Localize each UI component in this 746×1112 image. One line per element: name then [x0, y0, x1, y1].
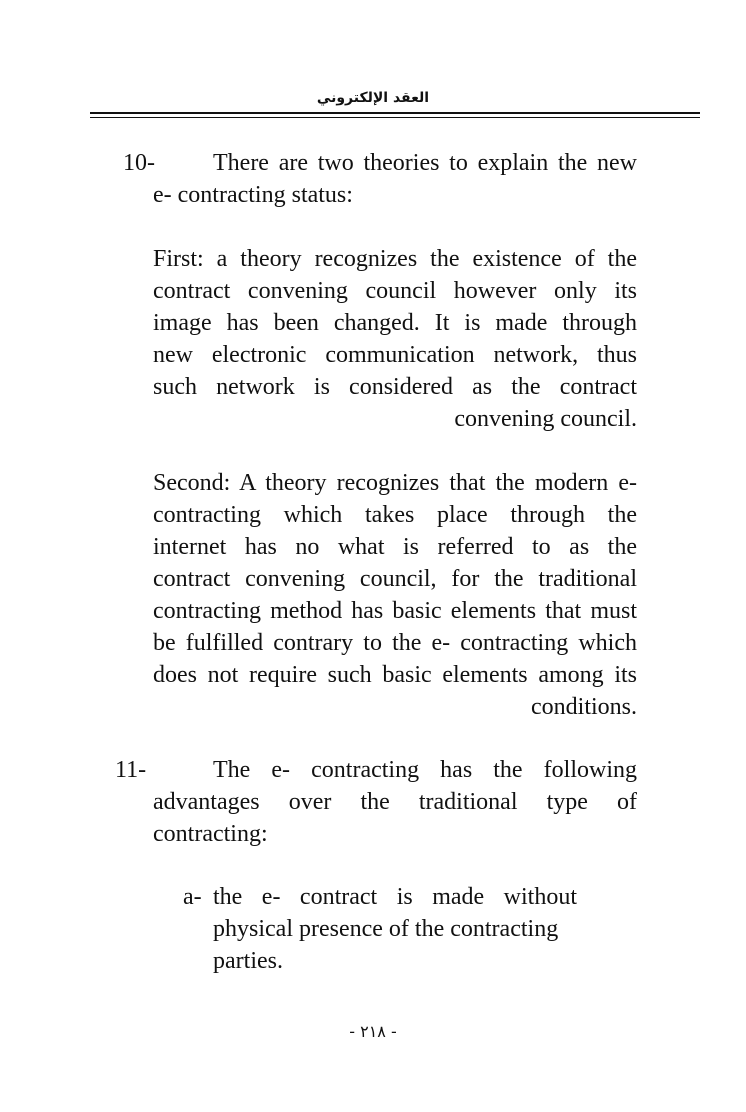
second-theory-line: Second: A theory recognizes that the modern e- [153, 470, 637, 496]
advantage-a-line: physical presence of the contracting [213, 916, 559, 942]
second-theory-line: contracting which takes place through the [153, 502, 637, 528]
item-10-first-line: There are two theories to explain the new [213, 150, 637, 176]
second-theory-line: internet has no what is referred to as the [153, 534, 637, 560]
item-11-first-line: The e- contracting has the following [213, 757, 637, 783]
advantage-a-line: the e- contract is made without [213, 884, 577, 910]
second-theory-line: contracting method has basic elements that must [153, 598, 637, 624]
second-theory-line: does not require such basic elements among its [153, 662, 637, 688]
page-number: - ٢١٨ - [349, 1022, 397, 1041]
header-rule-thick [90, 112, 700, 114]
first-theory-line: contract convening council however only its [153, 278, 637, 304]
item-10-second-line: e- contracting status: [153, 182, 353, 208]
first-theory-line: First: a theory recognizes the existence of the [153, 246, 637, 272]
running-header-title: العقد الإلكتروني [316, 90, 430, 106]
second-theory-paragraph [153, 467, 637, 723]
first-theory-line: such network is considered as the contract [153, 374, 637, 400]
item-11-first-line-wrap [213, 754, 637, 786]
item-10-second-line-wrap [153, 179, 637, 211]
second-theory-line: contract convening council, for the traditional [153, 566, 637, 592]
first-theory-line: new electronic communication network, thus [153, 342, 637, 368]
advantage-a-label: a- [183, 884, 202, 910]
header-rule-thin [90, 117, 700, 118]
second-theory-last-line: conditions. [531, 694, 637, 720]
item-11-second-line: advantages over the traditional type of [153, 789, 637, 815]
first-theory-line: image has been changed. It is made through [153, 310, 637, 336]
item-11-third-line: contracting: [153, 821, 268, 847]
first-theory-paragraph [153, 243, 637, 435]
item-10-number: 10- [123, 150, 155, 176]
second-theory-line: be fulfilled contrary to the e- contracting which [153, 630, 637, 656]
item-11-rest-wrap [153, 786, 637, 850]
advantage-a-text [213, 881, 577, 977]
item-10-first-line-wrap [213, 147, 637, 179]
first-theory-last-line: convening council. [454, 406, 637, 432]
item-11-number: 11- [115, 757, 147, 783]
advantage-a-line: parties. [213, 948, 283, 974]
